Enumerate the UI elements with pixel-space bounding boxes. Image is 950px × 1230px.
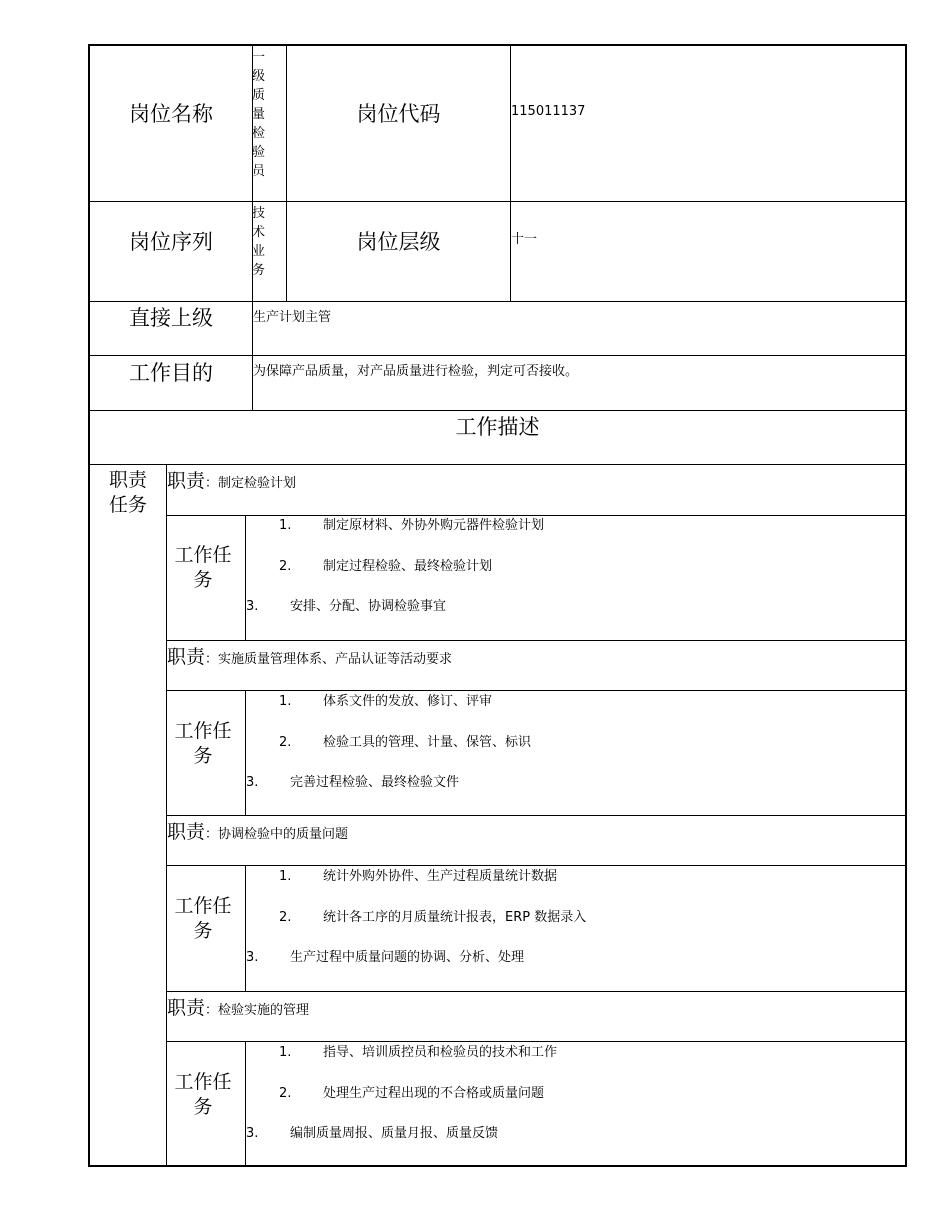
task-text: 处理生产过程出现的不合格或质量问题 bbox=[323, 1085, 545, 1101]
post-level-label: 岗位层级 bbox=[356, 230, 441, 254]
duty-title: ：实施质量管理体系、产品认证等活动要求 bbox=[205, 652, 453, 667]
task-number: 3. bbox=[246, 1126, 259, 1141]
task-number: 2. bbox=[279, 909, 292, 925]
duty-title: ：检验实施的管理 bbox=[205, 1003, 310, 1018]
task-number: 3. bbox=[246, 599, 259, 614]
work-purpose-value: 为保障产品质量，对产品质量进行检验，判定可否接收。 bbox=[253, 364, 579, 379]
duty-heading bbox=[167, 820, 348, 845]
task-number: 2. bbox=[279, 1085, 292, 1101]
task-number: 1. bbox=[279, 518, 292, 533]
task-number: 3. bbox=[246, 775, 259, 790]
task-label: 工作任务 bbox=[174, 1071, 232, 1118]
task-number: 2. bbox=[279, 734, 292, 750]
direct-superior-label: 直接上级 bbox=[129, 306, 213, 330]
direct-superior-value: 生产计划主管 bbox=[253, 310, 332, 325]
duty-prefix: 职责 bbox=[167, 821, 206, 843]
post-sequence-label: 岗位序列 bbox=[129, 230, 213, 254]
task-text: 统计各工序的月质量统计报表，ERP 数据录入 bbox=[323, 909, 587, 925]
task-number: 1. bbox=[279, 694, 292, 709]
work-purpose-label: 工作目的 bbox=[129, 361, 213, 385]
duty-heading bbox=[167, 996, 309, 1021]
task-text: 完善过程检验、最终检验文件 bbox=[290, 775, 460, 790]
task-label: 工作任务 bbox=[174, 720, 232, 767]
task-number: 1. bbox=[279, 1045, 292, 1060]
duty-heading bbox=[167, 469, 296, 494]
task-text: 生产过程中质量问题的协调、分析、处理 bbox=[290, 950, 525, 965]
post-code-label: 岗位代码 bbox=[356, 102, 441, 126]
task-label: 工作任务 bbox=[174, 895, 232, 942]
task-label: 工作任务 bbox=[174, 544, 232, 591]
task-text: 安排、分配、协调检验事宜 bbox=[290, 599, 447, 614]
task-text: 编制质量周报、质量月报、质量反馈 bbox=[290, 1126, 499, 1141]
work-description-title: 工作描述 bbox=[455, 415, 540, 439]
task-text: 指导、培训质控员和检验员的技术和工作 bbox=[323, 1045, 558, 1060]
task-number: 2. bbox=[279, 558, 292, 574]
duty-prefix: 职责 bbox=[167, 997, 206, 1019]
task-text: 制定过程检验、最终检验计划 bbox=[323, 558, 493, 574]
post-level-value: 十一 bbox=[511, 232, 538, 247]
post-name-label: 岗位名称 bbox=[129, 102, 213, 126]
duty-prefix: 职责 bbox=[167, 646, 206, 668]
task-text: 体系文件的发放、修订、评审 bbox=[323, 694, 493, 709]
post-name-value: 一级质量检验员 bbox=[252, 50, 266, 179]
duty-title: ：协调检验中的质量问题 bbox=[205, 827, 349, 842]
task-text: 制定原材料、外协外购元器件检验计划 bbox=[323, 518, 545, 533]
duty-title: ：制定检验计划 bbox=[205, 476, 297, 491]
task-text: 检验工具的管理、计量、保管、标识 bbox=[323, 734, 532, 750]
duty-prefix: 职责 bbox=[167, 470, 206, 492]
post-sequence-value: 技术业务 bbox=[252, 206, 266, 278]
task-number: 1. bbox=[279, 869, 292, 884]
post-code-value: 115011137 bbox=[511, 104, 586, 119]
task-text: 统计外购外协件、生产过程质量统计数据 bbox=[323, 869, 558, 884]
duties-label: 职责任务 bbox=[108, 469, 147, 516]
task-number: 3. bbox=[246, 950, 259, 965]
duty-heading bbox=[167, 645, 452, 670]
